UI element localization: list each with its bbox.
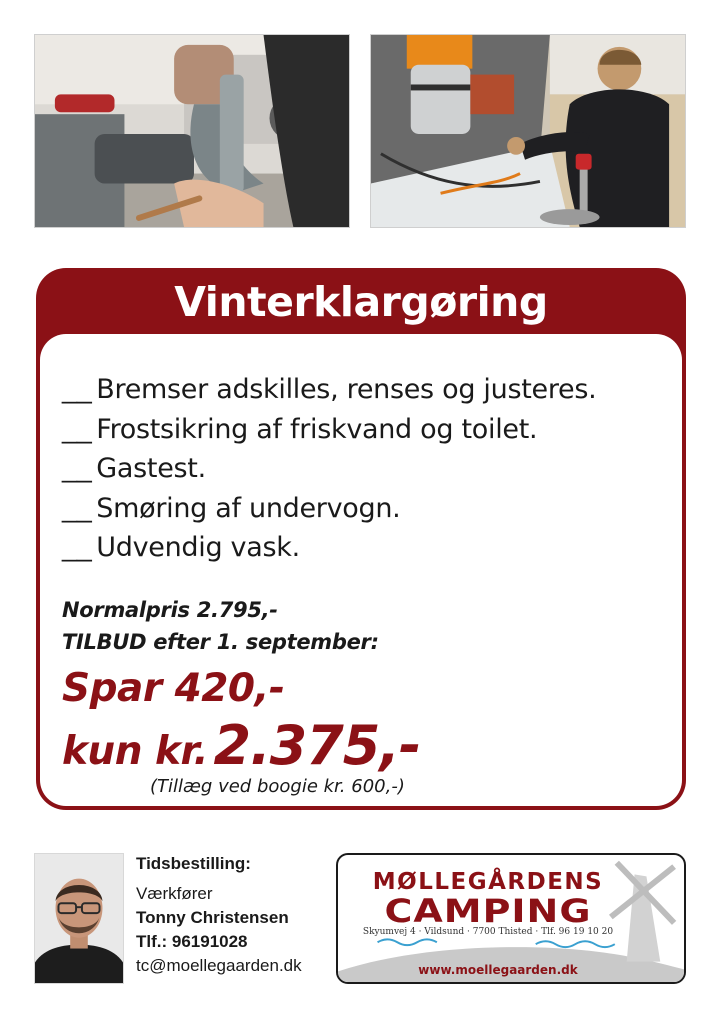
- camping-logo: [336, 853, 686, 984]
- booking-contact: [136, 852, 302, 978]
- booking-heading: Tidsbestilling:: [136, 854, 251, 873]
- boogie-surcharge: (Tillæg ved boogie kr. 600,-): [150, 776, 405, 797]
- checklist-item-text: Udvendig vask.: [96, 532, 300, 563]
- checklist-item-text: Frostsikring af friskvand og toilet.: [96, 413, 538, 445]
- normal-price: Normalpris 2.795,-: [62, 598, 278, 622]
- checklist-item: [62, 528, 596, 568]
- checklist-item-text: Smøring af undervogn.: [96, 492, 401, 524]
- contact-portrait: [34, 853, 124, 984]
- checklist-item: [62, 449, 596, 489]
- hitch-photo: [34, 34, 350, 228]
- website-link[interactable]: www.moellegaarden.dk: [418, 963, 578, 977]
- contact-role: Værkfører: [136, 884, 213, 903]
- checklist-item-text: Bremser adskilles, renses og justeres.: [96, 374, 597, 405]
- offer-price-value: 2.375,-: [213, 714, 421, 777]
- logo-address: Skyumvej 4 · Vildsund · 7700 Thisted · Tlf. 96 19 10 20: [362, 927, 614, 937]
- checklist-item: [62, 370, 596, 410]
- checklist-item: [62, 489, 596, 529]
- contact-email[interactable]: tc@moellegaarden.dk: [136, 956, 302, 975]
- check-blank: __: [62, 413, 92, 444]
- offer-box: [36, 268, 686, 810]
- check-blank: __: [62, 532, 92, 562]
- contact-phone[interactable]: Tlf.: 96191028: [136, 932, 248, 951]
- checklist-item-text: Gastest.: [96, 453, 206, 484]
- offer-price-label: kun kr.: [62, 729, 208, 774]
- offer-content: [40, 334, 682, 806]
- offer-price: [62, 714, 420, 777]
- savings-amount: Spar 420,-: [62, 666, 285, 711]
- offer-label: TILBUD efter 1. september:: [62, 630, 379, 654]
- check-blank: __: [62, 492, 92, 523]
- contact-name: Tonny Christensen: [136, 908, 289, 927]
- offer-title: Vinterklargøring: [174, 278, 548, 326]
- gas-test-photo: [370, 34, 686, 228]
- check-blank: __: [62, 453, 92, 483]
- logo-main-word: CAMPING: [384, 892, 592, 930]
- service-checklist: [62, 370, 596, 568]
- check-blank: __: [62, 374, 92, 404]
- checklist-item: [62, 410, 596, 450]
- logo-top-word: MØLLEGÅRDENS: [372, 869, 604, 895]
